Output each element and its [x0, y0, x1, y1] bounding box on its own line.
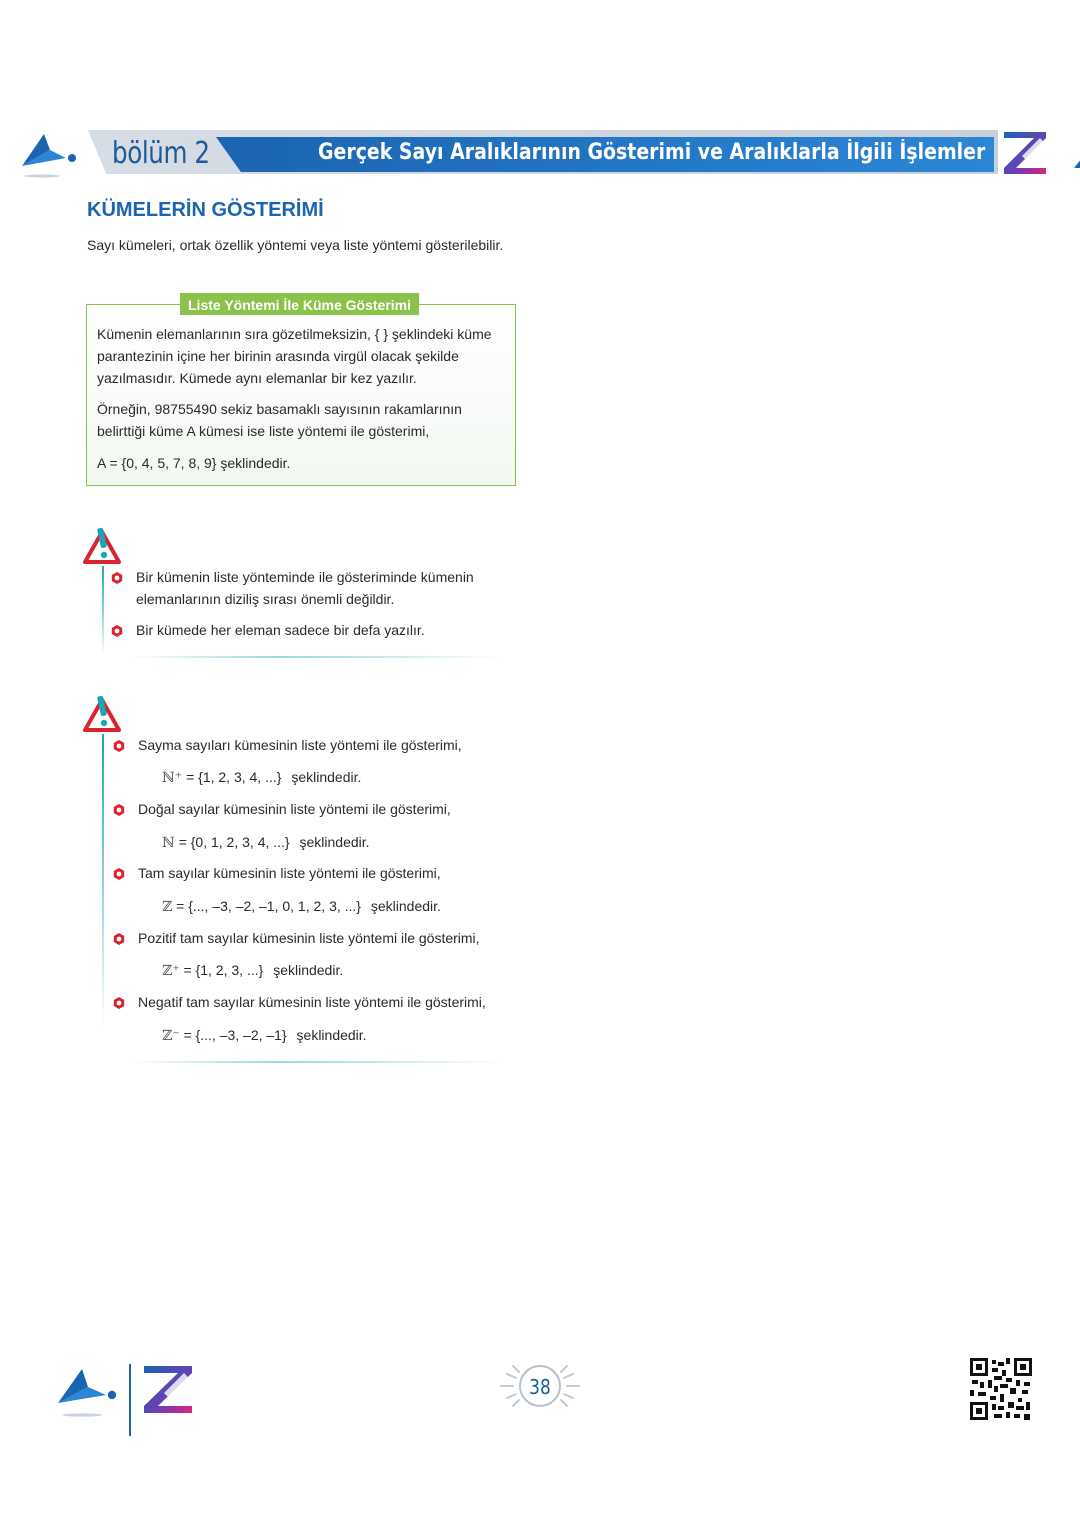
bullet-icon — [113, 740, 125, 752]
warning-triangle-icon — [82, 694, 122, 734]
chapter-label: bölüm 2 — [112, 136, 210, 171]
set-symbol: ℕ⁺ — [162, 770, 183, 786]
publisher-arrow-logo-icon — [56, 1363, 118, 1419]
set-suffix: şeklindedir. — [370, 898, 441, 914]
set-description: Tam sayılar kümesinin liste yöntemi ile gösterimi, — [138, 865, 441, 881]
section-heading: KÜMELERİN GÖSTERİMİ — [87, 199, 324, 221]
set-description: Doğal sayılar kümesinin liste yöntemi ile gösterimi, — [138, 801, 451, 817]
publisher-arrow-logo-icon — [20, 128, 78, 180]
set-formula — [162, 962, 343, 979]
definition-paragraph: Kümenin elemanlarının sıra gözetilmeksizin, { } şeklindeki küme parantezinin içine her birinin arasında virgül olacak şekilde yazılmasıdır. Kümede aynı elemanlar bir kez yazılır. — [97, 326, 492, 386]
bullet-icon — [113, 868, 125, 880]
set-elements: = {..., –3, –2, –1} — [183, 1027, 287, 1043]
footer-divider — [129, 1364, 131, 1436]
set-elements: = {1, 2, 3, ...} — [183, 962, 264, 978]
set-suffix: şeklindedir. — [291, 769, 362, 785]
bullet-icon — [113, 804, 125, 816]
z-brand-logo-icon — [1000, 128, 1050, 176]
set-elements: = {1, 2, 3, 4, ...} — [186, 769, 282, 785]
set-symbol: ℤ — [162, 899, 173, 915]
example-result: A = {0, 4, 5, 7, 8, 9} şeklindedir. — [97, 455, 291, 471]
set-formula — [162, 769, 361, 786]
header-edge-arrow-icon — [1072, 158, 1080, 168]
set-description: Pozitif tam sayılar kümesinin liste yöntemi ile gösterimi, — [138, 930, 480, 946]
example-paragraph: Örneğin, 98755490 sekiz basamaklı sayısının rakamlarının belirttiği küme A kümesi ise liste yöntemi ile gösterimi, — [97, 401, 462, 439]
z-brand-logo-icon — [140, 1362, 196, 1416]
bullet-icon — [111, 625, 123, 637]
bullet-icon — [113, 997, 125, 1009]
page-title: Gerçek Sayı Aralıklarının Gösterimi ve Aralıklarla İlgili İşlemler — [318, 140, 986, 165]
page-number: 38 — [529, 1375, 551, 1399]
warning-vertical-line — [102, 734, 104, 1030]
set-description: Sayma sayıları kümesinin liste yöntemi ile gösterimi, — [138, 737, 462, 753]
warning-vertical-line — [102, 566, 104, 656]
set-symbol: ℕ — [162, 835, 175, 851]
set-symbol: ℤ⁺ — [162, 963, 180, 979]
bullet-icon — [113, 933, 125, 945]
warning-divider — [130, 656, 505, 658]
set-suffix: şeklindedir. — [273, 962, 344, 978]
intro-text: Sayı kümeleri, ortak özellik yöntemi veya liste yöntemi gösterilebilir. — [87, 237, 504, 253]
warning-item: Bir kümenin liste yönteminde ile gösteriminde kümenin elemanlarının diziliş sırası önemli değildir. — [136, 569, 474, 607]
set-elements: = {..., –3, –2, –1, 0, 1, 2, 3, ...} — [176, 898, 361, 914]
set-suffix: şeklindedir. — [296, 1027, 367, 1043]
set-description: Negatif tam sayılar kümesinin liste yöntemi ile gösterimi, — [138, 994, 486, 1010]
set-formula — [162, 834, 370, 851]
warning-divider — [130, 1061, 505, 1063]
bullet-icon — [111, 572, 123, 584]
warning-item: Bir kümede her eleman sadece bir defa yazılır. — [136, 622, 425, 638]
set-elements: = {0, 1, 2, 3, 4, ...} — [178, 834, 290, 850]
qr-code-icon[interactable] — [970, 1358, 1032, 1420]
set-formula — [162, 898, 441, 915]
set-symbol: ℤ⁻ — [162, 1028, 180, 1044]
set-suffix: şeklindedir. — [299, 834, 370, 850]
warning-triangle-icon — [82, 526, 122, 566]
set-formula — [162, 1027, 367, 1044]
definition-box-label: Liste Yöntemi İle Küme Gösterimi — [180, 293, 419, 315]
